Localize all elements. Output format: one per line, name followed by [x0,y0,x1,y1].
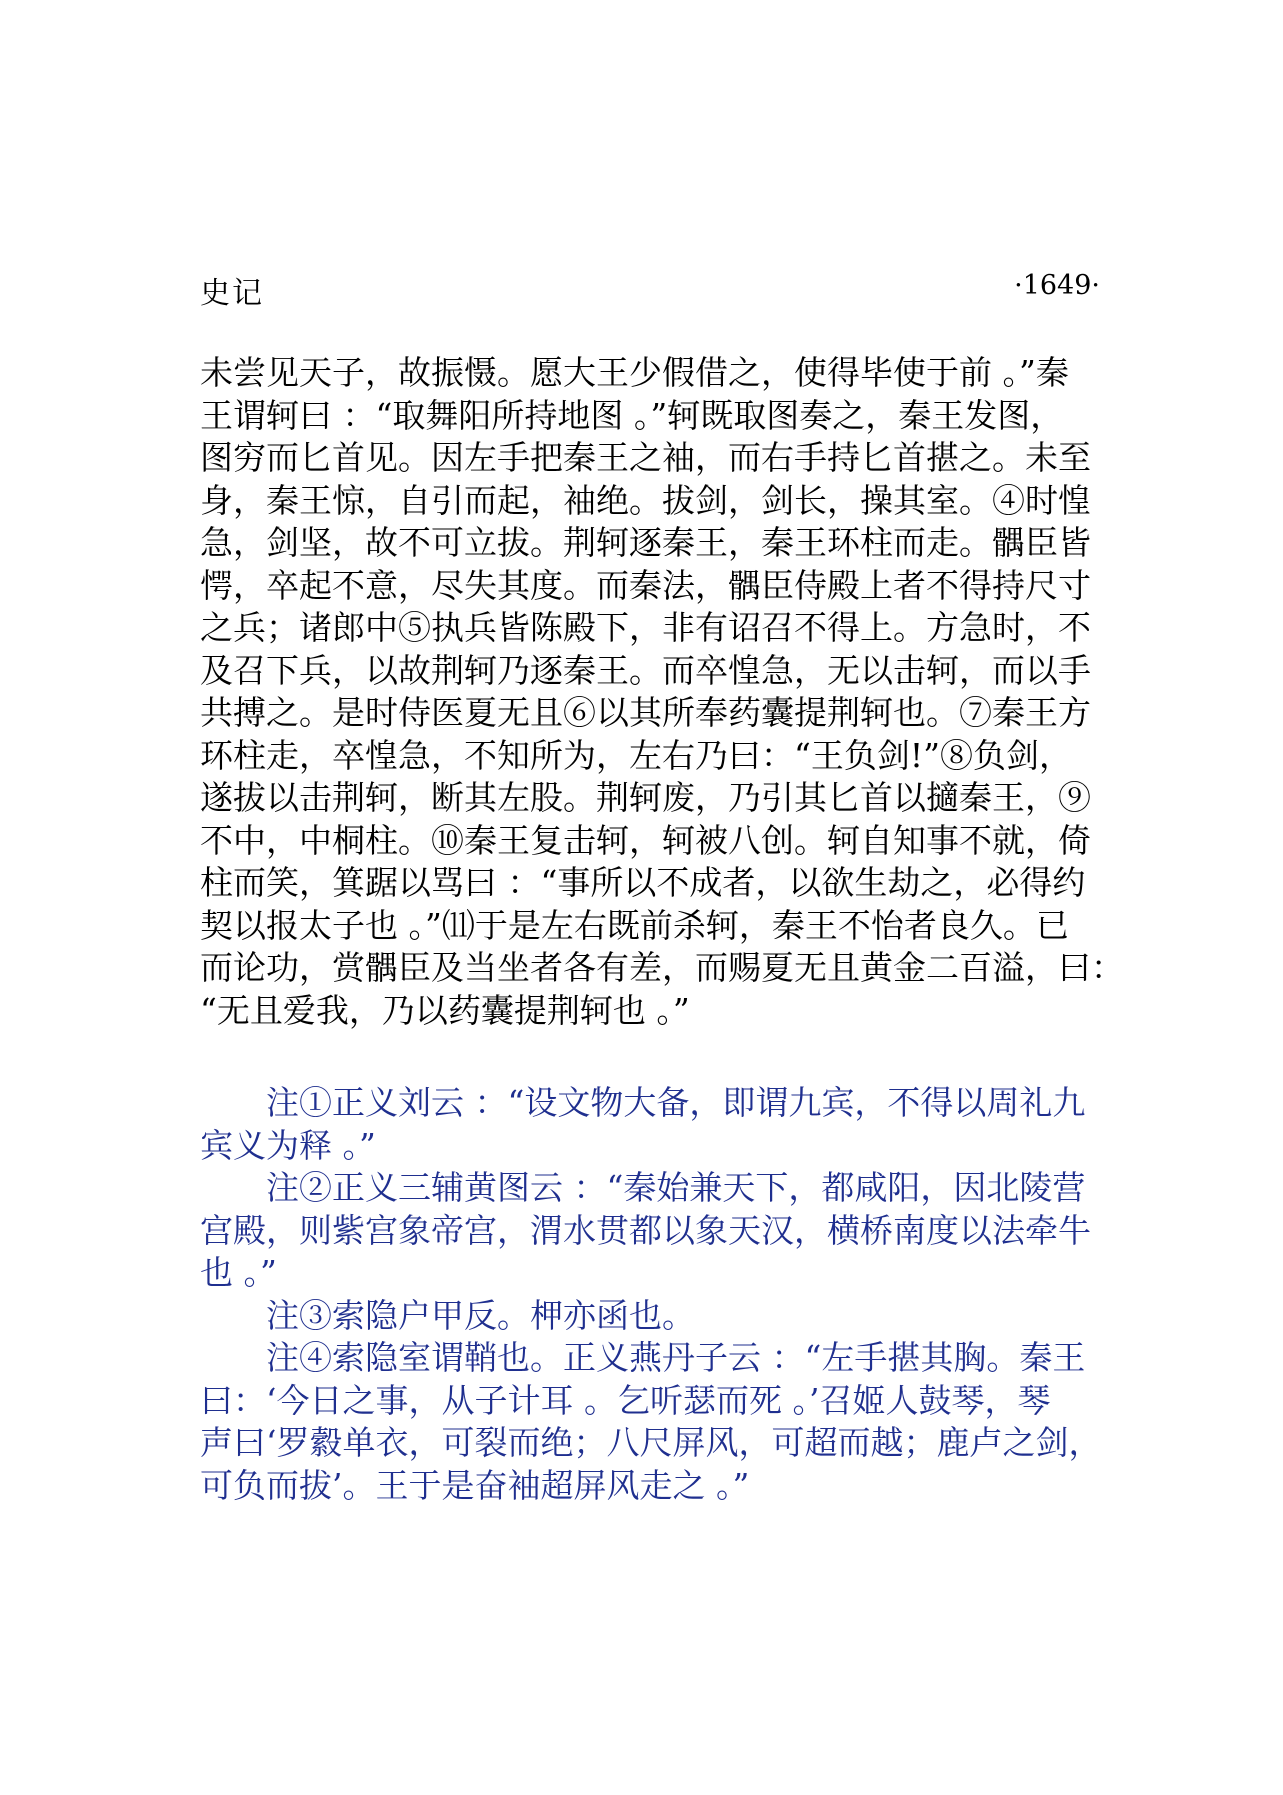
main-text-line: 未尝见天子，故振慑。愿大王少假借之，使得毕使于前 。”秦 [200,353,1069,392]
note-4-line: 曰：‘今日之事，从子计耳 。乞听瑟而死 。’召姬人鼓琴，琴 [200,1380,1051,1420]
main-text-line: 愕，卒起不意，尽失其度。而秦法，髃臣侍殿上者不得持尺寸 [200,565,1091,605]
main-text-line: 环柱走，卒惶急，不知所为，左右乃曰：“王负剑!”⑧负剑， [200,735,1073,775]
book-title: 史记 [200,276,264,311]
note-2-line: 注②正义三辅黄图云 ：“秦始兼天下，都咸阳，因北陵营 [266,1168,1086,1207]
note-4-line: 可负而拔’。王于是奋袖超屏风走之 。” [200,1465,750,1505]
main-text-line: 而论功，赏髃臣及当坐者各有差，而赐夏无且黄金二百溢，曰： [200,948,1124,987]
main-text-line: 柱而笑，箕踞以骂曰 ：“事所以不成者，以欲生劫之，必得约 [200,863,1086,902]
note-2-line: 宫殿，则紫宫象帝宫，渭水贯都以象天汉，横桥南度以法牵牛 [200,1210,1091,1250]
note-4-line: 声曰‘罗縠单衣，可裂而绝；八尺屏风，可超而越；鹿卢之剑， [200,1423,1102,1462]
main-text-line: 之兵；诸郎中⑤执兵皆陈殿下，非有诏召不得上。方急时，不 [200,608,1091,647]
page-header [200,268,1100,311]
main-text-line: 契以报太子也 。”⑾于是左右既前杀轲，秦王不怡者良久。已 [200,905,1069,945]
main-text-line: 遂拔以击荆轲，断其左股。荆轲废，乃引其匕首以擿秦王，⑨ [200,778,1091,817]
note-3-line: 注③索隐户甲反。柙亦函也。 [266,1295,695,1335]
main-text-line: 图穷而匕首见。因左手把秦王之袖，而右手持匕首揕之。未至 [200,438,1091,477]
main-text-line: 不中，中桐柱。⑩秦王复击轲，轲被八创。轲自知事不就，倚 [200,820,1091,860]
notes-block [200,1082,1120,1507]
note-2-line: 也 。” [200,1253,277,1292]
note-1-line: 注①正义刘云 ：“设文物大备，即谓九宾，不得以周礼九 [266,1083,1086,1122]
main-text-block [200,352,1124,1032]
main-text-line: 共搏之。是时侍医夏无且⑥以其所奉药囊提荆轲也。⑦秦王方 [200,693,1091,732]
main-text-line: “无且爱我，乃以药囊提荆轲也 。” [200,990,690,1030]
page-number: ·1649· [1014,270,1100,301]
note-4-line: 注④索隐室谓鞘也。正义燕丹子云 ：“左手揕其胸。秦王 [266,1338,1086,1377]
main-text-line: 王谓轲曰 ：“取舞阳所持地图 。”轲既取图奏之，秦王发图， [200,395,1064,435]
main-text-line: 及召下兵，以故荆轲乃逐秦王。而卒惶急，无以击轲，而以手 [200,650,1091,690]
main-text-line: 身，秦王惊，自引而起，袖绝。拔剑，剑长，操其室。④时惶 [200,480,1091,520]
note-1-line: 宾义为释 。” [200,1125,376,1165]
main-text-line: 急，剑坚，故不可立拔。荆轲逐秦王，秦王环柱而走。髃臣皆 [200,523,1091,562]
